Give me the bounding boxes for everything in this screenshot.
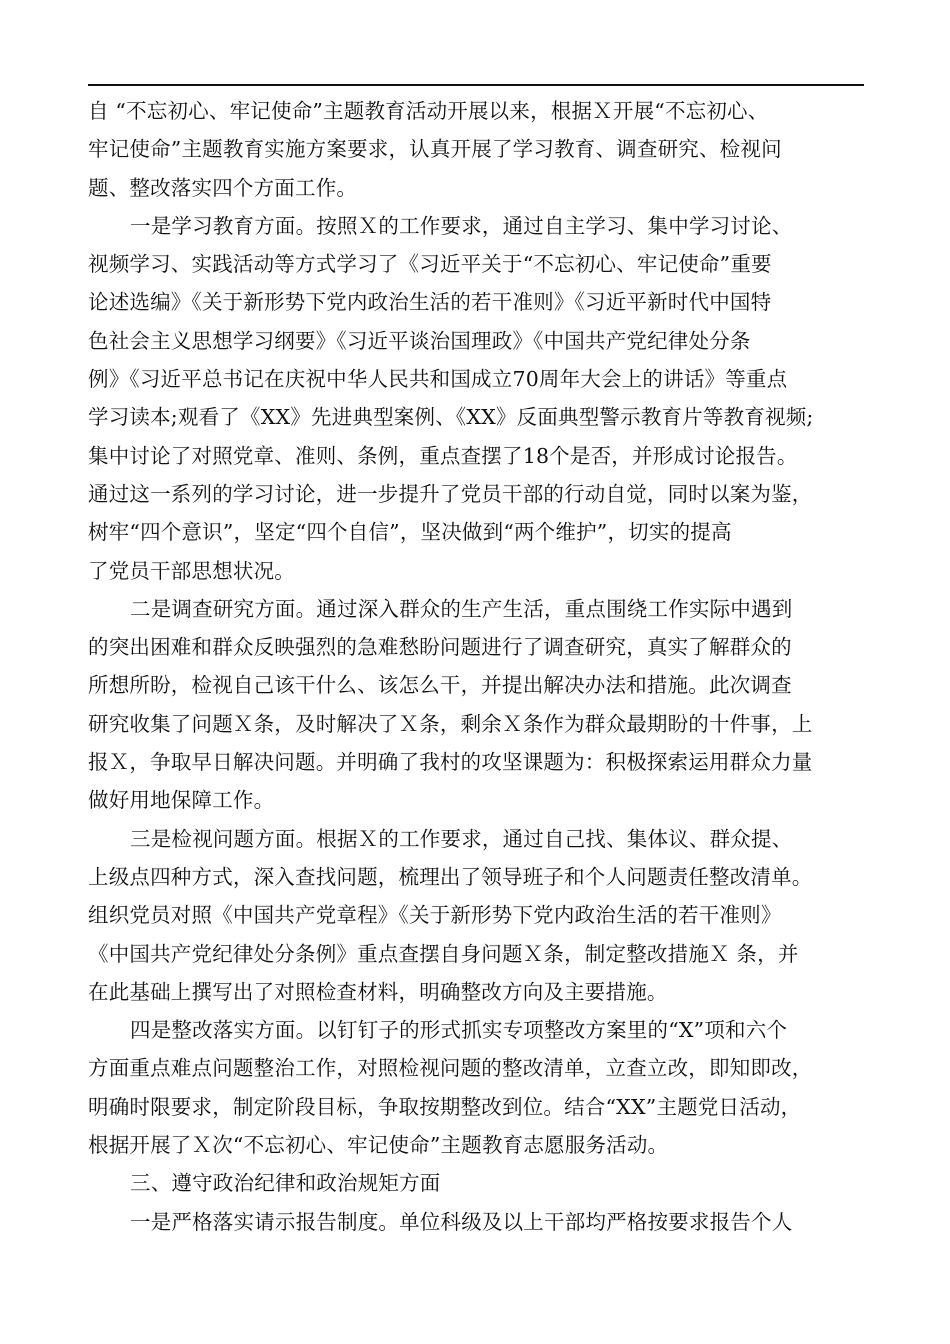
text-line: 视频学习、实践活动等方式学习了《习近平关于“不忘初心、牢记使命”重要 — [88, 252, 772, 277]
text-line: 集中讨论了对照党章、准则、条例，重点查摆了18个是否，并形成讨论报告。 — [88, 443, 798, 468]
text-line: 例》《习近平总书记在庆祝中华人民共和国成立70周年大会上的讲话》等重点 — [88, 367, 788, 392]
text-line: 根据开展了Ｘ次“不忘初心、牢记使命”主题教育志愿服务活动。 — [88, 1133, 669, 1158]
text-line: 一是学习教育方面。按照Ｘ的工作要求，通过自主学习、集中学习讨论、 — [130, 213, 793, 238]
document-body — [88, 92, 878, 1241]
text-line: 方面重点难点问题整治工作，对照检视问题的整改清单，立查立改，即知即改， — [88, 1056, 813, 1081]
text-line: 题、整改落实四个方面工作。 — [88, 175, 358, 200]
text-line: 学习读本;观看了《XX》先进典型案例、《XX》反面典型警示教育片等教育视频; — [88, 405, 814, 430]
text-line: 上级点四种方式，深入查找问题，梳理出了领导班子和个人问题责任整改清单。 — [88, 864, 813, 889]
text-line: 所想所盼，检视自己该干什么、该怎么干，并提出解决办法和措施。此次调查 — [88, 673, 792, 698]
text-line: 明确时限要求，制定阶段目标，争取按期整改到位。结合“XX”主题党日活动， — [88, 1094, 802, 1119]
text-line: 研究收集了问题Ｘ条，及时解决了Ｘ条，剩余Ｘ条作为群众最期盼的十件事，上 — [88, 711, 813, 736]
text-line: 一是严格落实请示报告制度。单位科级及以上干部均严格按要求报告个人 — [130, 1209, 793, 1234]
text-line: 《中国共产党纪律处分条例》重点查摆自身问题Ｘ条，制定整改措施Ｘ 条，并 — [88, 941, 799, 966]
text-line: 了党员干部思想状况。 — [88, 558, 295, 583]
text-line: 论述选编》《关于新形势下党内政治生活的若干准则》《习近平新时代中国特 — [88, 290, 772, 315]
text-line: 色社会主义思想学习纲要》《习近平谈治国理政》《中国共产党纪律处分条 — [88, 328, 751, 353]
text-line: 在此基础上撰写出了对照检查材料，明确整改方向及主要措施。 — [88, 979, 668, 1004]
text-line: 三、遵守政治纪律和政治规矩方面 — [130, 1171, 441, 1196]
text-line: 报Ｘ，争取早日解决问题。并明确了我村的攻坚课题为：积极探索运用群众力量 — [88, 750, 813, 775]
text-line: 组织党员对照《中国共产党章程》《关于新形势下党内政治生活的若干准则》 — [88, 903, 782, 928]
header-rule — [88, 84, 864, 86]
text-line: 二是调查研究方面。通过深入群众的生产生活，重点围绕工作实际中遇到 — [130, 596, 793, 621]
text-line: 三是检视问题方面。根据Ｘ的工作要求，通过自己找、集体议、群众提、 — [130, 826, 793, 851]
text-line: 自 “不忘初心、牢记使命”主题教育活动开展以来，根据Ｘ开展“不忘初心、 — [88, 99, 769, 123]
text-line: 通过这一系列的学习讨论，进一步提升了党员干部的行动自觉，同时以案为鉴， — [88, 481, 813, 506]
text-line: 做好用地保障工作。 — [88, 788, 275, 813]
text-line: 四是整改落实方面。以钉钉子的形式抓实专项整改方案里的“X”项和六个 — [130, 1018, 788, 1043]
text-line: 树牢“四个意识”，坚定“四个自信”，坚决做到“两个维护”，切实的提高 — [88, 520, 732, 545]
text-line: 牢记使命”主题教育实施方案要求，认真开展了学习教育、调查研究、检视问 — [88, 137, 782, 162]
text-line: 的突出困难和群众反映强烈的急难愁盼问题进行了调查研究，真实了解群众的 — [88, 635, 792, 660]
